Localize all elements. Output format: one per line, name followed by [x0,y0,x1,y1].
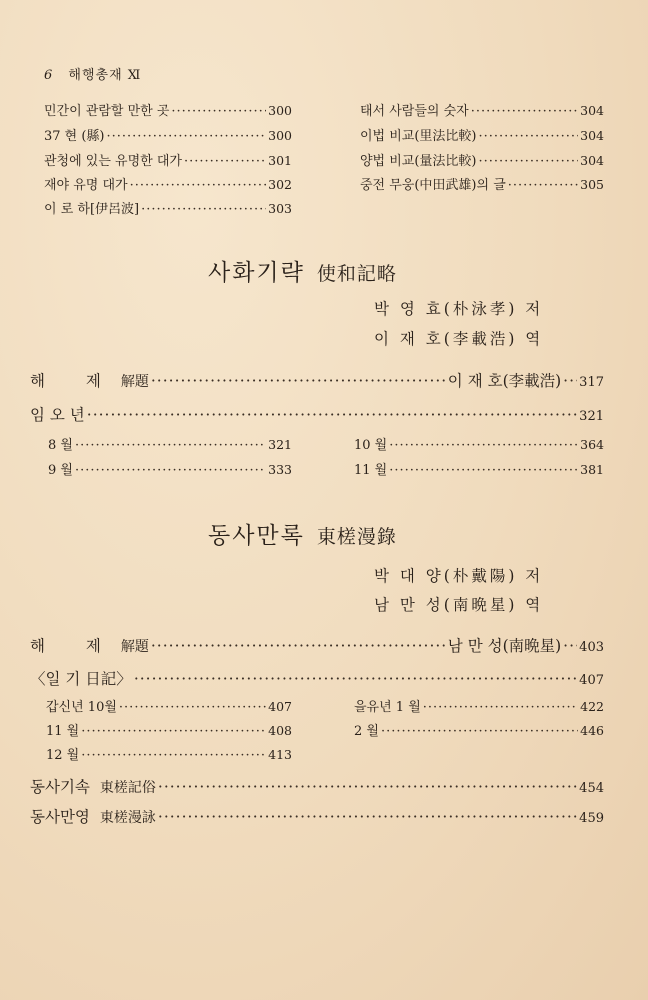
toc-entry-title: 11 월 [46,724,80,739]
toc-entry [354,434,604,453]
toc-entry-page: 300 [268,128,292,143]
toc-entry [360,174,604,193]
toc-entry-page: 305 [580,177,604,192]
leader-dots [141,202,266,217]
toc-entry-title: 갑신년 10월 [46,700,117,715]
toc-entry-title: 동사기속 [30,778,90,796]
running-header [44,64,141,83]
toc-entry [48,434,292,453]
toc-entry-title: 중전 무웅(中田武雄)의 글 [360,178,506,193]
toc-entry-page: 304 [580,103,604,118]
leader-dots [107,129,267,144]
toc-entry-title: 8 월 [48,438,73,453]
haeje-hanja: 解題 [120,639,149,655]
toc-entry-page: 364 [580,437,604,452]
year-title: 임 오 년 [30,406,85,424]
toc-entry-page: 403 [579,640,604,655]
toc-entry-page: 407 [268,699,292,714]
toc-entry-title: 37 현 (縣) [44,129,105,144]
toc-entry-title: 12 월 [46,748,80,763]
toc-entry-title: 재야 유명 대가 [44,178,128,193]
toc-entry [30,805,604,827]
leader-dots [75,463,266,478]
toc-entry-page: 413 [268,747,292,762]
series-title: 해행총재 Ⅺ [68,68,142,83]
toc-entry-title: 10 월 [354,438,388,453]
toc-entry-page: 422 [580,699,604,714]
toc-entry-title: 민간이 관람할 만한 곳 [44,104,170,119]
leader-dots [184,154,266,169]
leader-dots [479,129,579,144]
book-title-hangul: 사화기략 [208,260,305,286]
leader-dots [479,154,579,169]
leader-dots [119,700,266,715]
leader-dots [151,637,446,655]
toc-entry-title: 이 로 하[伊呂波] [44,202,140,217]
toc-entry-page: 304 [580,128,604,143]
toc-entry-page: 333 [268,462,292,477]
toc-entry-hanja: 東槎記俗 [99,780,156,796]
leader-dots [471,104,578,119]
toc-entry [44,125,292,144]
translator-credit: 남 만 성(南晩星) 역 [374,596,544,614]
book-title-hanja: 使和記略 [316,263,397,285]
toc-entry-title: 을유년 1 월 [354,700,421,715]
haeje-hanja: 解題 [120,374,149,390]
toc-entry-title: 이법 비교(里法比較) [360,129,477,144]
toc-entry [30,775,604,797]
book-title [208,517,397,550]
leader-dots [563,637,577,655]
haeje-author: 이 재 호(李載浩) [447,372,562,390]
leader-dots [563,372,577,390]
leader-dots [75,438,266,453]
year-entry [30,403,604,425]
toc-entry-page: 454 [579,781,604,796]
book-title-hanja: 東槎漫錄 [316,526,397,548]
toc-entry-page: 408 [268,723,292,738]
toc-entry [46,744,292,763]
toc-entry-page: 317 [579,375,604,390]
toc-entry-title: 9 월 [48,463,73,478]
toc-entry-page: 321 [268,437,292,452]
toc-entry [48,459,292,478]
toc-entry-page: 407 [579,673,604,688]
book-title-hangul: 동사만록 [208,523,305,549]
haeje-author: 남 만 성(南晩星) [447,637,562,655]
toc-entry [360,100,604,119]
toc-entry-page: 381 [580,462,604,477]
leader-dots [81,748,266,763]
translator-credit: 이 재 호(李載浩) 역 [374,330,544,348]
toc-entry-title: 동사만영 [30,808,90,826]
toc-entry [360,125,604,144]
book-title [208,254,397,287]
leader-dots [158,778,577,796]
toc-entry [360,150,604,169]
leader-dots [389,438,578,453]
toc-entry [354,459,604,478]
diary-title: 〈일 기 日記〉 [30,670,132,688]
page-number: 6 [44,68,54,83]
leader-dots [423,700,578,715]
toc-entry [354,720,604,739]
leader-dots [158,808,577,826]
haeje-entry [30,634,604,656]
toc-entry-page: 301 [268,153,292,168]
toc-entry [354,696,604,715]
leader-dots [508,178,578,193]
leader-dots [171,104,266,119]
leader-dots [134,670,577,688]
toc-entry-page: 303 [268,201,292,216]
toc-entry-hanja: 東槎漫詠 [99,810,156,826]
toc-entry [44,150,292,169]
toc-entry-title: 태서 사람들의 숫자 [360,104,469,119]
toc-entry-page: 304 [580,153,604,168]
haeje-label: 해 제 [30,637,119,655]
haeje-entry [30,369,604,391]
toc-entry [44,100,292,119]
diary-entry [30,667,604,689]
toc-entry-page: 300 [268,103,292,118]
toc-entry [44,198,292,217]
haeje-label: 해 제 [30,372,119,390]
leader-dots [130,178,267,193]
author-credit: 박 대 양(朴戴陽) 저 [374,567,544,585]
toc-entry-title: 11 월 [354,463,388,478]
toc-entry-title: 관청에 있는 유명한 대가 [44,154,182,169]
toc-entry-page: 459 [579,811,604,826]
toc-entry-page: 446 [580,723,604,738]
author-credit: 박 영 효(朴泳孝) 저 [374,300,544,318]
leader-dots [389,463,578,478]
toc-entry [46,696,292,715]
toc-entry [46,720,292,739]
leader-dots [151,372,446,390]
leader-dots [87,406,577,424]
leader-dots [81,724,266,739]
toc-entry-page: 302 [268,177,292,192]
toc-entry-title: 양법 비교(量法比較) [360,154,477,169]
toc-entry-title: 2 월 [354,724,379,739]
leader-dots [381,724,578,739]
toc-entry [44,174,292,193]
toc-entry-page: 321 [579,409,604,424]
